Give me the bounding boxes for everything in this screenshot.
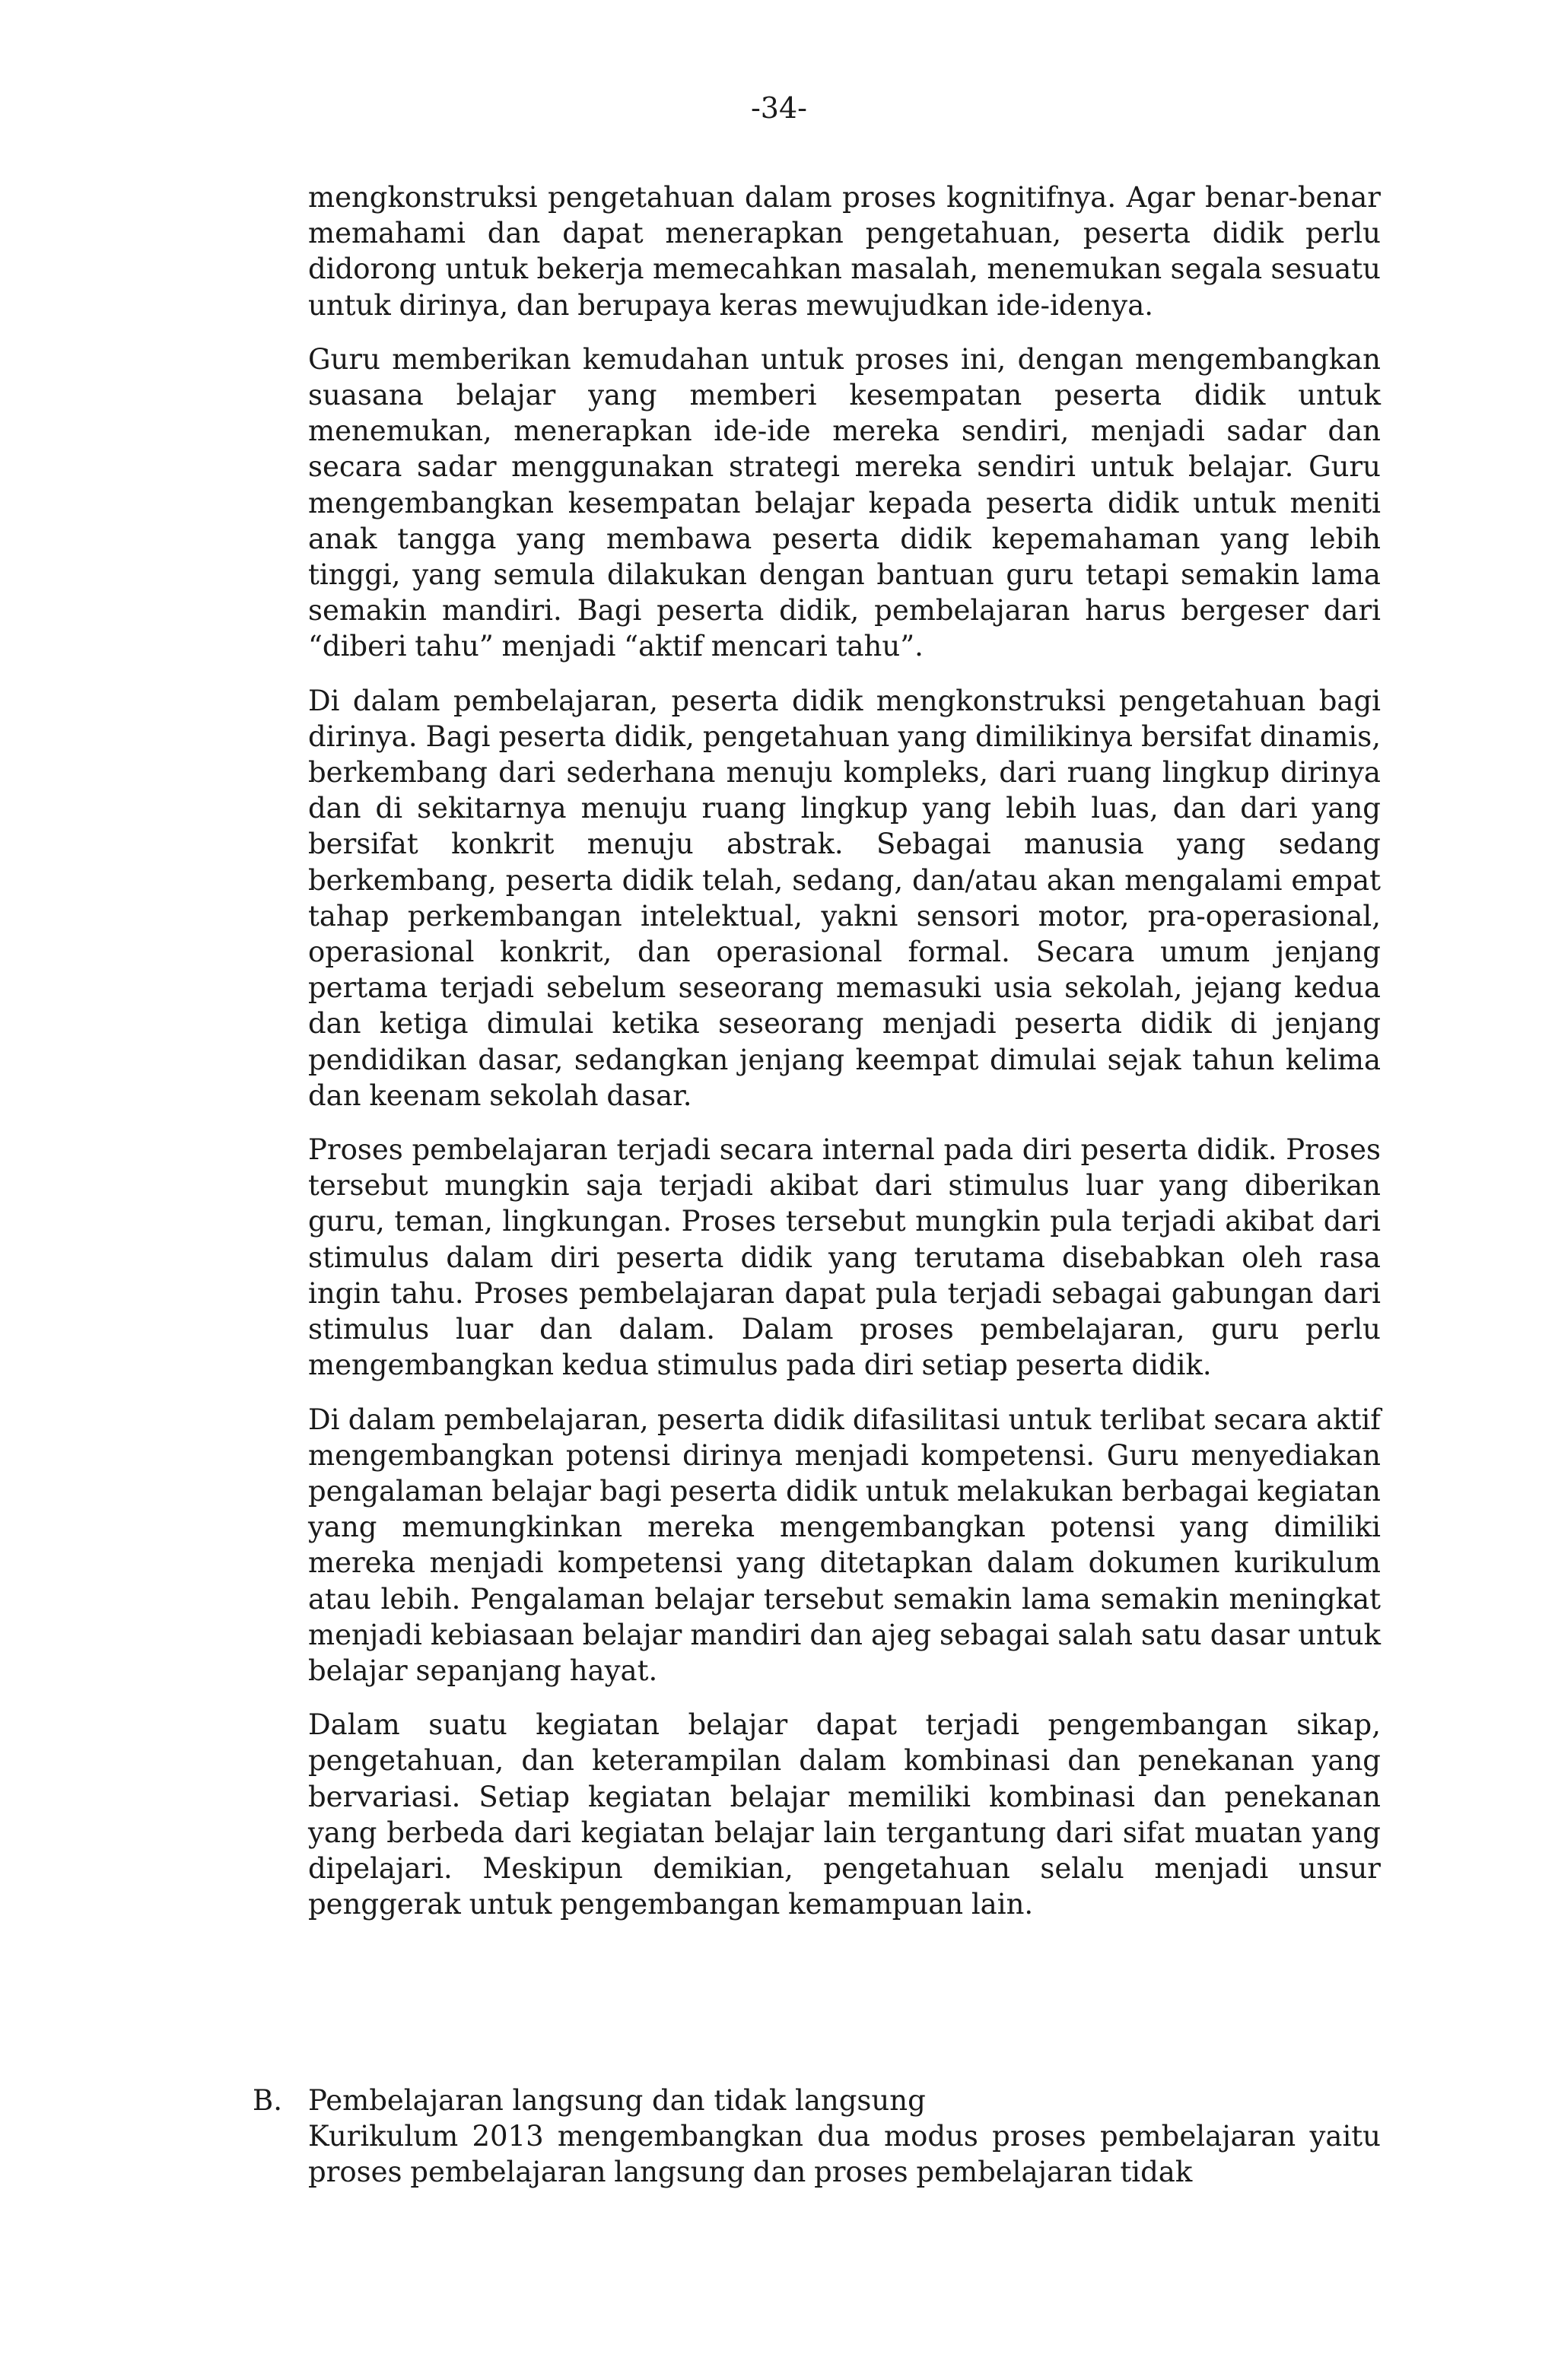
section-text: Kurikulum 2013 mengembangkan dua modus proses pembelajaran yaitu proses pembelajaran langsung dan proses pembelajaran tidak	[308, 2120, 1381, 2189]
section-title: Pembelajaran langsung dan tidak langsung	[308, 2084, 926, 2117]
section-letter: B.	[253, 2084, 282, 2117]
page-number: -34-	[750, 91, 808, 125]
section-row	[253, 2083, 1381, 2191]
section-body	[308, 2083, 1381, 2191]
section-b	[253, 2083, 1381, 2191]
paragraph-5: Di dalam pembelajaran, peserta didik difasilitasi untuk terlibat secara aktif mengembangkan potensi dirinya menjadi kompetensi. Guru menyediakan pengalaman belajar bagi peserta didik untuk melakukan berbagai kegiatan yang memungkinkan mereka mengembangkan potensi yang dimiliki mereka menjadi kompetensi yang ditetapkan dalam dokumen kurikulum atau lebih. Pengalaman belajar tersebut semakin lama semakin meningkat menjadi kebiasaan belajar mandiri dan ajeg sebagai salah satu dasar untuk belajar sepanjang hayat.	[308, 1403, 1381, 1687]
body-text	[308, 180, 1381, 1940]
paragraph-3: Di dalam pembelajaran, peserta didik mengkonstruksi pengetahuan bagi dirinya. Bagi peserta didik, pengetahuan yang dimilikinya bersifat dinamis, berkembang dari sederhana menuju kompleks, dari ruang lingkup dirinya dan di sekitarnya menuju ruang lingkup yang lebih luas, dan dari yang bersifat konkrit menuju abstrak. Sebagai manusia yang sedang berkembang, peserta didik telah, sedang, dan/atau akan mengalami empat tahap perkembangan intelektual, yakni sensori motor, pra-operasional, operasional konkrit, dan operasional formal. Secara umum jenjang pertama terjadi sebelum seseorang memasuki usia sekolah, jejang kedua dan ketiga dimulai ketika seseorang menjadi peserta didik di jenjang pendidikan dasar, sedangkan jenjang keempat dimulai sejak tahun kelima dan keenam sekolah dasar.	[308, 684, 1381, 1112]
paragraph-1: mengkonstruksi pengetahuan dalam proses kognitifnya. Agar benar-benar memahami dan dapat menerapkan pengetahuan, peserta didik perlu didorong untuk bekerja memecahkan masalah, menemukan segala sesuatu untuk dirinya, dan berupaya keras mewujudkan ide-idenya.	[308, 181, 1381, 322]
paragraph-2: Guru memberikan kemudahan untuk proses ini, dengan mengembangkan suasana belajar yang memberi kesempatan peserta didik untuk menemukan, menerapkan ide-ide mereka sendiri, menjadi sadar dan secara sadar menggunakan strategi mereka sendiri untuk belajar. Guru mengembangkan kesempatan belajar kepada peserta didik untuk meniti anak tangga yang membawa peserta didik kepemahaman yang lebih tinggi, yang semula dilakukan dengan bantuan guru tetapi semakin lama semakin mandiri. Bagi peserta didik, pembelajaran harus bergeser dari “diberi tahu” menjadi “aktif mencari tahu”.	[308, 342, 1381, 663]
paragraph-6: Dalam suatu kegiatan belajar dapat terjadi pengembangan sikap, pengetahuan, dan keterampilan dalam kombinasi dan penekanan yang bervariasi. Setiap kegiatan belajar memiliki kombinasi dan penekanan yang berbeda dari kegiatan belajar lain tergantung dari sifat muatan yang dipelajari. Meskipun demikian, pengetahuan selalu menjadi unsur penggerak untuk pengembangan kemampuan lain.	[308, 1708, 1381, 1921]
paragraph-4: Proses pembelajaran terjadi secara internal pada diri peserta didik. Proses tersebut mungkin saja terjadi akibat dari stimulus luar yang diberikan guru, teman, lingkungan. Proses tersebut mungkin pula terjadi akibat dari stimulus dalam diri peserta didik yang terutama disebabkan oleh rasa ingin tahu. Proses pembelajaran dapat pula terjadi sebagai gabungan dari stimulus luar dan dalam. Dalam proses pembelajaran, guru perlu mengembangkan kedua stimulus pada diri setiap peserta didik.	[308, 1133, 1381, 1382]
